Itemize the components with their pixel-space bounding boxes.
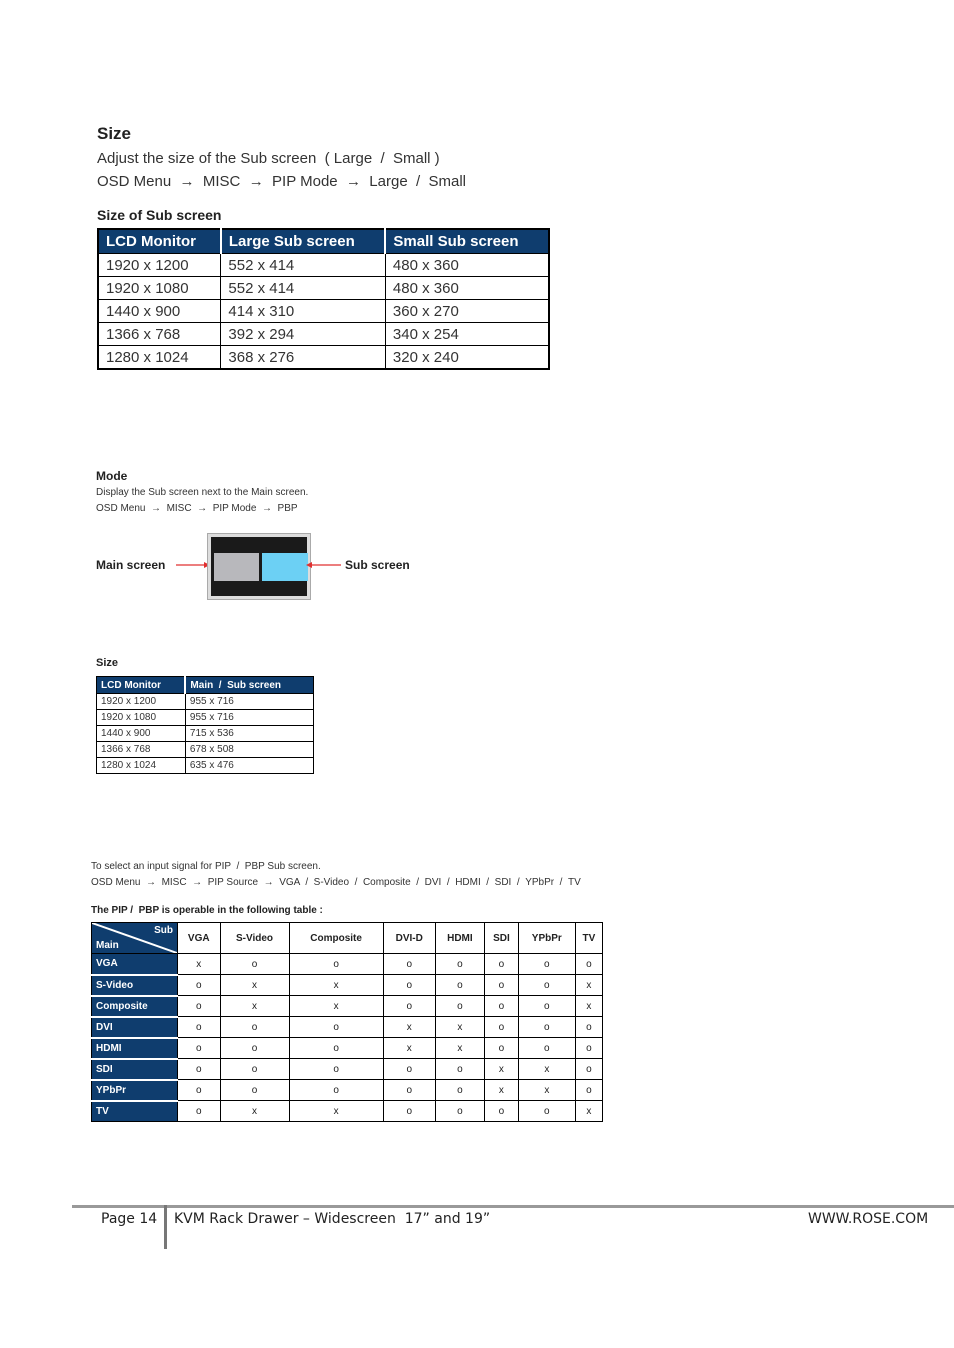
compatibility-cell: o — [289, 1017, 383, 1038]
main-screen-label: Main screen — [96, 558, 166, 572]
row-header: VGA — [92, 954, 178, 975]
compatibility-cell: o — [435, 1101, 484, 1122]
pbp-monitor-diagram — [207, 533, 311, 600]
compatibility-cell: o — [435, 1080, 484, 1101]
compatibility-cell: x — [518, 1080, 575, 1101]
table-row — [97, 726, 314, 742]
column-header: S-Video — [220, 923, 289, 954]
compatibility-cell: o — [289, 1059, 383, 1080]
compatibility-cell: o — [178, 1059, 221, 1080]
compatibility-cell: o — [383, 1080, 435, 1101]
compatibility-cell: o — [575, 954, 602, 975]
table-cell: 368 x 276 — [221, 346, 386, 370]
table-row — [98, 323, 549, 346]
compatibility-cell: x — [435, 1017, 484, 1038]
row-header: SDI — [92, 1059, 178, 1080]
corner-main-label: Main — [96, 940, 119, 951]
compatibility-cell: o — [484, 954, 518, 975]
table-cell: 1366 x 768 — [97, 742, 186, 758]
compatibility-cell: o — [178, 996, 221, 1017]
column-header: Composite — [289, 923, 383, 954]
compatibility-cell: o — [220, 954, 289, 975]
compatibility-cell: x — [484, 1080, 518, 1101]
compatibility-cell: x — [383, 1038, 435, 1059]
column-header: Large Sub screen — [221, 229, 386, 254]
table-cell: 1440 x 900 — [97, 726, 186, 742]
column-header: Small Sub screen — [385, 229, 549, 254]
pip-pbp-compatibility-table — [91, 922, 603, 1122]
row-header: TV — [92, 1101, 178, 1122]
compatibility-cell: o — [518, 996, 575, 1017]
table-cell: 1920 x 1200 — [98, 254, 221, 277]
table-row — [98, 300, 549, 323]
source-description: To select an input signal for PIP / PBP Sub screen. — [91, 861, 321, 872]
mode-menu-path: OSD Menu → MISC → PIP Mode → PBP — [96, 503, 298, 514]
table-row — [92, 975, 603, 996]
compatibility-cell: x — [220, 996, 289, 1017]
compatibility-cell: o — [178, 1017, 221, 1038]
table-cell: 1920 x 1080 — [97, 710, 186, 726]
compatibility-cell: o — [518, 1038, 575, 1059]
table-row — [98, 277, 549, 300]
compatibility-cell: o — [575, 1017, 602, 1038]
compatibility-cell: o — [484, 1017, 518, 1038]
document-title: KVM Rack Drawer – Widescreen 17” and 19” — [174, 1211, 491, 1227]
column-header: DVI-D — [383, 923, 435, 954]
pbp-size-table — [96, 676, 314, 774]
mode-description: Display the Sub screen next to the Main screen. — [96, 487, 309, 498]
table-row — [92, 954, 603, 975]
page-number: Page 14 — [101, 1211, 158, 1227]
column-header: SDI — [484, 923, 518, 954]
compatibility-cell: o — [178, 1080, 221, 1101]
table-cell: 320 x 240 — [385, 346, 549, 370]
compatibility-cell: o — [178, 975, 221, 996]
table-cell: 480 x 360 — [385, 277, 549, 300]
table-row — [98, 346, 549, 370]
compatibility-cell: o — [484, 996, 518, 1017]
compatibility-cell: o — [575, 1080, 602, 1101]
table-cell: 360 x 270 — [385, 300, 549, 323]
compatibility-cell: o — [220, 1080, 289, 1101]
table-header-row — [92, 923, 603, 954]
table-cell: 1920 x 1200 — [97, 694, 186, 710]
table-row — [97, 758, 314, 774]
compatibility-cell: o — [518, 1017, 575, 1038]
compatibility-cell: x — [178, 954, 221, 975]
compatibility-cell: o — [289, 1080, 383, 1101]
column-header: Main / Sub screen — [185, 677, 313, 694]
sub-screen-size-table — [97, 228, 550, 370]
compatibility-cell: o — [518, 954, 575, 975]
column-header: HDMI — [435, 923, 484, 954]
table-cell: 1920 x 1080 — [98, 277, 221, 300]
compatibility-cell: x — [220, 1101, 289, 1122]
pbp-size-heading: Size — [96, 657, 119, 669]
table-cell: 480 x 360 — [385, 254, 549, 277]
sub-screen-pane — [262, 553, 308, 581]
compatibility-cell: o — [484, 1101, 518, 1122]
column-header: VGA — [178, 923, 221, 954]
column-header: LCD Monitor — [98, 229, 221, 254]
table-row — [98, 254, 549, 277]
table-row — [97, 742, 314, 758]
table-cell: 1280 x 1024 — [97, 758, 186, 774]
compatibility-cell: o — [289, 954, 383, 975]
sub-screen-label: Sub screen — [345, 558, 410, 572]
table-cell: 552 x 414 — [221, 254, 386, 277]
row-header: YPbPr — [92, 1080, 178, 1101]
compatibility-cell: o — [435, 1059, 484, 1080]
website-link[interactable]: WWW.ROSE.COM — [808, 1211, 929, 1227]
compatibility-cell: o — [383, 975, 435, 996]
table-row — [92, 1017, 603, 1038]
compatibility-cell: o — [220, 1017, 289, 1038]
compatibility-cell: x — [220, 975, 289, 996]
column-header: LCD Monitor — [97, 677, 186, 694]
compatibility-cell: x — [575, 1101, 602, 1122]
column-header: YPbPr — [518, 923, 575, 954]
table-row — [92, 1038, 603, 1059]
table-header-row — [97, 677, 314, 694]
compatibility-cell: x — [575, 975, 602, 996]
table-row — [92, 1101, 603, 1122]
size-heading: Size — [97, 124, 132, 143]
compatibility-cell: o — [178, 1101, 221, 1122]
table-cell: 678 x 508 — [185, 742, 313, 758]
table-cell: 392 x 294 — [221, 323, 386, 346]
column-header: TV — [575, 923, 602, 954]
compatibility-cell: o — [575, 1059, 602, 1080]
compatibility-cell: x — [575, 996, 602, 1017]
compatibility-cell: o — [220, 1059, 289, 1080]
compatibility-cell: x — [518, 1059, 575, 1080]
compatibility-cell: x — [289, 996, 383, 1017]
compatibility-cell: x — [289, 975, 383, 996]
compatibility-cell: o — [518, 975, 575, 996]
compatibility-cell: x — [435, 1038, 484, 1059]
compatibility-cell: o — [575, 1038, 602, 1059]
compatibility-cell: o — [435, 954, 484, 975]
compatibility-cell: o — [435, 975, 484, 996]
sub-size-table-title: Size of Sub screen — [97, 207, 222, 223]
table-row — [97, 694, 314, 710]
table-cell: 955 x 716 — [185, 694, 313, 710]
table-row — [92, 1059, 603, 1080]
row-header: HDMI — [92, 1038, 178, 1059]
row-header: DVI — [92, 1017, 178, 1038]
operable-table-title: The PIP / PBP is operable in the following table : — [91, 905, 323, 916]
table-cell: 552 x 414 — [221, 277, 386, 300]
compatibility-cell: x — [484, 1059, 518, 1080]
source-menu-path: OSD Menu → MISC → PIP Source → VGA / S-Video / Composite / DVI / HDMI / SDI / YPbPr / TV — [91, 877, 581, 888]
size-description: Adjust the size of the Sub screen ( Large / Small ) — [97, 150, 440, 167]
table-cell: 955 x 716 — [185, 710, 313, 726]
compatibility-cell: x — [383, 1017, 435, 1038]
main-screen-pane — [214, 553, 259, 581]
main-arrow-icon — [174, 558, 210, 572]
footer-divider — [72, 1205, 954, 1208]
compatibility-cell: o — [484, 1038, 518, 1059]
compatibility-cell: x — [289, 1101, 383, 1122]
row-header: Composite — [92, 996, 178, 1017]
table-cell: 1440 x 900 — [98, 300, 221, 323]
table-row — [97, 710, 314, 726]
sub-arrow-icon — [306, 558, 342, 572]
compatibility-cell: o — [383, 1059, 435, 1080]
table-corner-cell — [92, 923, 178, 954]
table-header-row — [98, 229, 549, 254]
table-cell: 340 x 254 — [385, 323, 549, 346]
table-cell: 635 x 476 — [185, 758, 313, 774]
compatibility-cell: o — [484, 975, 518, 996]
compatibility-cell: o — [518, 1101, 575, 1122]
compatibility-cell: o — [178, 1038, 221, 1059]
table-cell: 1280 x 1024 — [98, 346, 221, 370]
compatibility-cell: o — [435, 996, 484, 1017]
corner-sub-label: Sub — [154, 925, 173, 936]
table-row — [92, 1080, 603, 1101]
table-cell: 1366 x 768 — [98, 323, 221, 346]
compatibility-cell: o — [383, 1101, 435, 1122]
table-cell: 414 x 310 — [221, 300, 386, 323]
footer-vertical-divider — [164, 1205, 167, 1249]
compatibility-cell: o — [383, 996, 435, 1017]
row-header: S-Video — [92, 975, 178, 996]
compatibility-cell: o — [289, 1038, 383, 1059]
table-cell: 715 x 536 — [185, 726, 313, 742]
compatibility-cell: o — [383, 954, 435, 975]
compatibility-cell: o — [220, 1038, 289, 1059]
size-menu-path: OSD Menu → MISC → PIP Mode → Large / Small — [97, 173, 467, 190]
table-row — [92, 996, 603, 1017]
mode-heading: Mode — [96, 469, 128, 483]
